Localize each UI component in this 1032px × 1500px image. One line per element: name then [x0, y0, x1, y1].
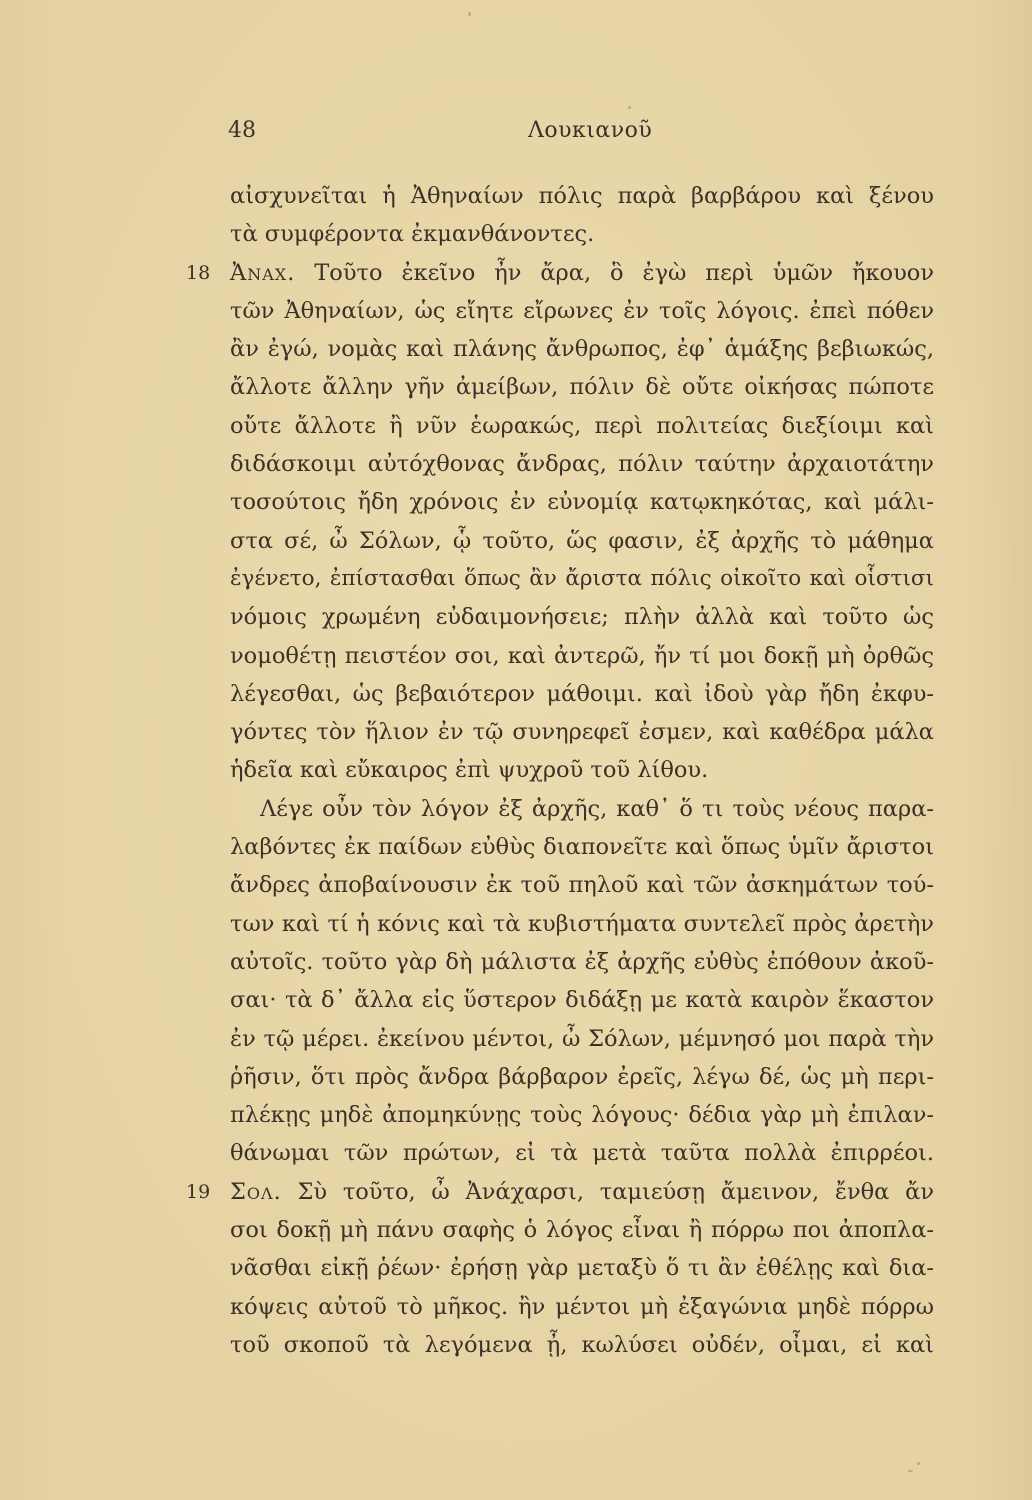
line-text: λαβόντες ἐκ παίδων εὐθὺς διαπονεῖτε καὶ ὅπως ὑμῖν ἄριστοι: [230, 834, 934, 861]
line-text: διδάσκοιμι αὐτόχθονας ἄνδρας, πόλιν ταύτην ἀρχαιοτάτην: [230, 451, 934, 478]
text-line: [230, 177, 934, 215]
line-text: αἰσχυνεῖται ἡ Ἀθηναίων πόλις παρὰ βαρβάρου καὶ ξένου: [230, 183, 934, 209]
text-line: [230, 560, 934, 598]
text-line: [230, 292, 934, 330]
line-text: σοι δοκῇ μὴ πάνυ σαφὴς ὁ λόγος εἶναι ἢ πόρρω ποι ἀποπλα-: [230, 1217, 934, 1244]
line-text: οὔτε ἄλλοτε ἢ νῦν ἑωρακώς, περὶ πολιτείας διεξίοιμι καὶ: [230, 412, 934, 439]
text-line: [230, 1211, 934, 1249]
text-line: [230, 598, 934, 636]
speaker-label: Ἀναχ.: [230, 259, 296, 286]
line-text: Σὺ τοῦτο, ὦ Ἀνάχαρσι, ταμιεύσῃ ἄμεινον, ἔνθα ἄν: [281, 1178, 934, 1205]
line-text: σαι· τὰ δ᾽ ἄλλα εἰς ὕστερον διδάξῃ με κατὰ καιρὸν ἕκαστον: [230, 987, 934, 1014]
text-line: [230, 522, 934, 560]
line-text: γόντες τὸν ἥλιον ἐν τῷ συνηρεφεῖ ἐσμεν, καὶ καθέδρα μάλα: [230, 719, 934, 746]
speaker-label: Σολ.: [230, 1178, 282, 1205]
running-title: Λουκιανοῦ: [528, 118, 653, 143]
body-text: [186, 177, 934, 1364]
line-text: τοῦ σκοποῦ τὰ λεγόμενα ᾖ, κωλύσει οὐδέν, οἶμαι, εἰ καὶ: [230, 1331, 934, 1358]
text-line: [230, 1058, 934, 1096]
line-text: Τοῦτο ἐκεῖνο ἦν ἄρα, ὃ ἐγὼ περὶ ὑμῶν ἤκουον: [295, 259, 934, 286]
text-line: [230, 330, 934, 368]
text-line: [230, 215, 934, 253]
text-line: [230, 828, 934, 866]
page-number: 48: [228, 118, 256, 143]
line-text: των καὶ τί ἡ κόνις καὶ τὰ κυβιστήματα συντελεῖ πρὸς ἀρετὴν: [230, 910, 934, 937]
text-line: [186, 1173, 934, 1211]
line-text: Λέγε οὖν τὸν λόγον ἐξ ἀρχῆς, καθ᾽ ὅ τι τοὺς νέους παρα-: [260, 795, 934, 822]
section-number: 19: [186, 1180, 211, 1203]
paper-speck: [908, 1470, 913, 1472]
line-text: νόμοις χρωμένη εὐδαιμονήσειε; πλὴν ἀλλὰ καὶ τοῦτο ὡς: [230, 604, 934, 631]
text-line: [230, 943, 934, 981]
text-line: [230, 1096, 934, 1134]
text-line: [186, 254, 934, 292]
section-number: 18: [186, 261, 211, 284]
paper-speck: [628, 106, 631, 109]
line-text: ἐγένετο, ἐπίστασθαι ὅπως ἂν ἄριστα πόλις οἰκοῖτο καὶ οἷστισι: [230, 565, 934, 591]
line-text: θάνωμαι τῶν πρώτων, εἰ τὰ μετὰ ταῦτα πολλὰ ἐπιρρέοι.: [230, 1140, 934, 1167]
text-line: [230, 866, 934, 904]
line-text: ἄλλοτε ἄλλην γῆν ἀμείβων, πόλιν δὲ οὔτε οἰκήσας πώποτε: [230, 374, 934, 401]
text-line: [230, 981, 934, 1019]
line-text: στα σέ, ὦ Σόλων, ᾧ τοῦτο, ὥς φασιν, ἐξ ἀρχῆς τὸ μάθημα: [230, 527, 934, 554]
line-text: νομοθέτῃ πειστέον σοι, καὶ ἀντερῶ, ἤν τί μοι δοκῇ μὴ ὀρθῶς: [230, 642, 934, 669]
line-text: τοσούτοις ἤδη χρόνοις ἐν εὐνομίᾳ κατῳκηκότας, καὶ μάλι-: [230, 489, 934, 516]
line-text: κόψεις αὐτοῦ τὸ μῆκος. ἢν μέντοι μὴ ἐξαγώνια μηδὲ πόρρω: [230, 1293, 934, 1320]
text-line: [230, 445, 934, 483]
running-head: [228, 118, 948, 158]
line-text: ἐν τῷ μέρει. ἐκείνου μέντοι, ὦ Σόλων, μέμνησό μοι παρὰ τὴν: [230, 1025, 934, 1052]
text-line: [230, 637, 934, 675]
text-line: [230, 483, 934, 521]
line-text: λέγεσθαι, ὡς βεβαιότερον μάθοιμι. καὶ ἰδοὺ γὰρ ἤδη ἐκφυ-: [230, 680, 934, 707]
line-text: ῥῆσιν, ὅτι πρὸς ἄνδρα βάρβαρον ἐρεῖς, λέγω δέ, ὡς μὴ περι-: [230, 1063, 934, 1090]
text-line: [230, 368, 934, 406]
text-line: [230, 1134, 934, 1172]
line-text: νᾶσθαι εἰκῇ ῥέων· ἐρήσῃ γὰρ μεταξὺ ὅ τι ἂν ἐθέλῃς καὶ δια-: [230, 1255, 934, 1282]
text-line: [230, 1288, 934, 1326]
line-text: ἂν ἐγώ, νομὰς καὶ πλάνης ἄνθρωπος, ἐφ᾽ ἁμάξης βεβιωκώς,: [230, 336, 934, 363]
text-line: [230, 407, 934, 445]
text-line: [230, 751, 934, 789]
text-line: [230, 1326, 934, 1364]
paper-speck: [917, 1462, 920, 1465]
text-line: [230, 713, 934, 751]
text-line: [230, 905, 934, 943]
line-text: αὐτοῖς. τοῦτο γὰρ δὴ μάλιστα ἐξ ἀρχῆς εὐθὺς ἐπόθουν ἀκοῦ-: [230, 948, 934, 975]
text-line: [230, 1020, 934, 1058]
line-text: τῶν Ἀθηναίων, ὡς εἴητε εἴρωνες ἐν τοῖς λόγοις. ἐπεὶ πόθεν: [230, 297, 934, 324]
line-text: πλέκῃς μηδὲ ἀπομηκύνῃς τοὺς λόγους· δέδια γὰρ μὴ ἐπιλαν-: [230, 1102, 934, 1129]
text-line: [230, 675, 934, 713]
line-text: ἄνδρες ἀποβαίνουσιν ἐκ τοῦ πηλοῦ καὶ τῶν ἀσκημάτων τού-: [230, 872, 934, 899]
line-text: τὰ συμφέροντα ἐκμανθάνοντες.: [230, 221, 595, 248]
text-line: [230, 1249, 934, 1287]
paper-speck: [468, 12, 471, 16]
line-text: ἡδεῖα καὶ εὔκαιρος ἐπὶ ψυχροῦ τοῦ λίθου.: [230, 757, 709, 784]
text-line: [230, 790, 934, 828]
